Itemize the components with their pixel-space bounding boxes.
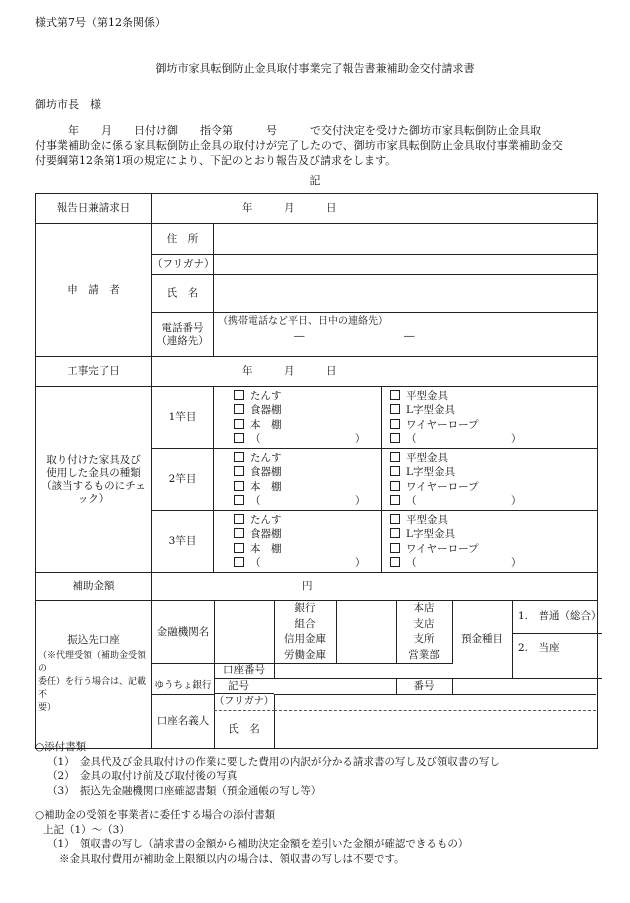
checkbox[interactable] (234, 495, 244, 505)
completion-date-value: 年 月 日 (242, 365, 337, 377)
phone-separator-2: ― (404, 330, 415, 342)
deposit-type-toza[interactable]: 2. 当座 (512, 634, 602, 679)
item-3-option-flat[interactable] (382, 513, 597, 528)
option-label: 食器棚 (250, 466, 282, 478)
account-number-field[interactable] (274, 663, 452, 679)
bank-label-line2: （※代理受領（補助金受領の (38, 651, 147, 674)
furniture-label (36, 387, 152, 573)
item-3-option-wire[interactable] (382, 542, 597, 557)
kigo-label: 記号 (214, 678, 274, 694)
option-label: 本 棚 (250, 480, 282, 493)
item-3-option-other[interactable] (214, 556, 381, 571)
item-1-option-flat[interactable] (382, 389, 597, 404)
item-3-hardware-options (382, 511, 598, 573)
type-rokin: 労働金庫 (284, 648, 326, 661)
checkbox[interactable] (390, 466, 400, 476)
report-date-value: 年 月 日 (242, 202, 337, 214)
kigo-field[interactable] (274, 678, 397, 695)
application-form-table (35, 193, 602, 749)
option-label: 平型金具 (406, 389, 448, 402)
institution-types (274, 601, 337, 664)
item-2-option-flat[interactable] (382, 451, 597, 466)
phone-label (152, 313, 214, 357)
option-label: ワイヤーロープ (406, 480, 479, 493)
phone-separator-1: ― (294, 330, 305, 342)
form-number: 様式第7号（第12条関係） (35, 16, 166, 29)
attachment-item-3: （3） 振込先金融機関口座確認書類（預金通帳の写し等） (47, 784, 322, 797)
item-3-option-lshape[interactable] (382, 527, 597, 542)
bank-label-line3: 委任）を行う場合は、記載不 (38, 677, 147, 700)
option-label: たんす (250, 389, 282, 402)
bank-label-line1: 振込先口座 (67, 634, 120, 646)
furigana-label: （フリガナ） (152, 255, 214, 275)
report-date-field[interactable] (152, 194, 598, 224)
checkbox[interactable] (390, 452, 400, 462)
option-label: たんす (250, 451, 282, 464)
phone-note: （携帯電話など平日、日中の連絡先） (218, 316, 388, 327)
option-label: 平型金具 (406, 513, 448, 526)
furniture-label-line1: 取り付けた家具及び (46, 453, 141, 466)
delegation-heading: ○補助金の受領を事業者に委任する場合の添付書類 (35, 809, 276, 821)
item-1-furniture-options (214, 387, 382, 449)
bango-label: 番号 (396, 678, 453, 695)
holder-furigana-label: （フリガナ） (214, 694, 275, 711)
intro-line-3: 付要綱第12条第1項の規定により、下記のとおり報告及び請求をします。 (35, 154, 397, 167)
checkbox[interactable] (390, 481, 400, 491)
item-2-option-shokkidana[interactable] (214, 465, 381, 480)
ki-mark: 記 (309, 174, 321, 187)
type-shisho: 支所 (413, 633, 435, 645)
item-2-option-wire[interactable] (382, 480, 597, 495)
type-eigyobu: 営業部 (408, 648, 440, 661)
bank-label-line4: 要） (38, 703, 57, 713)
intro-text (35, 123, 600, 168)
furniture-label-line2: 使用した金具の種類 (46, 466, 141, 479)
option-label: 食器棚 (250, 404, 282, 416)
furniture-label-line3: （該当するものにチェック） (41, 479, 146, 505)
item-2-furniture-options (214, 449, 382, 511)
option-label: （ ） (406, 557, 522, 569)
option-label: たんす (250, 513, 282, 526)
phone-field[interactable] (214, 313, 598, 357)
item-3-option-shokkidana[interactable] (214, 527, 381, 542)
item-1-option-wire[interactable] (382, 418, 597, 433)
furigana-field[interactable] (214, 255, 598, 275)
attachments-heading: ○添付書類 (35, 741, 87, 753)
institution-label: 金融機関名 (152, 601, 215, 664)
checkbox[interactable] (234, 514, 244, 524)
deposit-type-label: 預金種目 (452, 601, 513, 679)
type-kumiai: 組合 (294, 617, 316, 630)
yen-unit: 円 (302, 580, 313, 592)
checkbox[interactable] (234, 528, 244, 538)
document-title: 御坊市家具転倒防止金具取付事業完了報告書兼補助金交付請求書 (155, 62, 475, 75)
attachments-section (35, 740, 600, 798)
item-2-option-hondana[interactable] (214, 480, 381, 495)
addressee: 御坊市長 様 (35, 98, 101, 111)
checkbox[interactable] (234, 433, 244, 443)
item-3-option-tansu[interactable] (214, 513, 381, 528)
item-1-option-hondana[interactable] (214, 418, 381, 433)
applicant-label: 申 請 者 (36, 224, 152, 357)
type-shinkin: 信用金庫 (284, 633, 326, 645)
deposit-type-futsu[interactable]: 1. 普通（総合） (512, 601, 602, 634)
item-3-option-hondana[interactable] (214, 542, 381, 557)
checkbox[interactable] (390, 514, 400, 524)
item-2-label: 2竿目 (152, 449, 214, 511)
item-1-option-other[interactable] (214, 432, 381, 447)
checkbox[interactable] (234, 557, 244, 567)
item-3-label: 3竿目 (152, 511, 214, 573)
delegation-section (35, 808, 600, 866)
option-label: （ ） (250, 557, 366, 569)
name-field[interactable] (214, 275, 598, 313)
holder-label: 口座名義人 (152, 694, 215, 748)
type-honten: 本店 (413, 602, 435, 614)
checkbox[interactable] (390, 390, 400, 400)
checkbox[interactable] (234, 390, 244, 400)
name-label: 氏 名 (152, 275, 214, 313)
spacer (152, 663, 215, 678)
item-1-option-tansu[interactable] (214, 389, 381, 404)
checkbox[interactable] (390, 404, 400, 414)
holder-furigana-field[interactable] (274, 694, 596, 711)
item-2-option-lshape[interactable] (382, 465, 597, 480)
intro-line-1: 年 月 日付け御 指令第 号 で交付決定を受けた御坊市家具転倒防止金具取 (35, 124, 541, 137)
option-label: 本 棚 (250, 542, 282, 555)
bango-field[interactable] (452, 678, 596, 695)
subsidy-amount-field[interactable] (152, 573, 598, 601)
checkbox[interactable] (390, 557, 400, 567)
checkbox[interactable] (234, 452, 244, 462)
delegation-line-3: ※金具取付費用が補助金上限額以内の場合は、領収書の写しは不要です。 (59, 852, 405, 865)
phone-label-line2: （連絡先） (156, 334, 209, 347)
attachment-item-1: （1） 金具代及び金具取付けの作業に要した費用の内訳が分かる請求書の写し及び領収書の写し (47, 755, 500, 768)
checkbox[interactable] (390, 543, 400, 553)
completion-date-label: 工事完了日 (36, 357, 152, 387)
report-date-label: 報告日兼請求日 (36, 194, 152, 224)
checkbox[interactable] (390, 433, 400, 443)
item-1-option-other-hw[interactable] (382, 432, 597, 447)
item-2-option-other[interactable] (214, 494, 381, 509)
address-field[interactable] (214, 224, 598, 255)
yucho-label: ゆうちょ銀行 (152, 678, 215, 695)
option-label: ワイヤーロープ (406, 418, 479, 431)
checkbox[interactable] (234, 481, 244, 491)
option-label: 食器棚 (250, 528, 282, 540)
item-1-label: 1竿目 (152, 387, 214, 449)
delegation-line-1: 上記（1）～（3） (43, 823, 130, 836)
phone-label-line1: 電話番号 (161, 321, 204, 334)
option-label: （ ） (250, 495, 366, 507)
item-3-option-other-hw[interactable] (382, 556, 597, 571)
subsidy-amount-label: 補助金額 (36, 573, 152, 601)
branch-types (396, 601, 453, 664)
option-label: L字型金具 (406, 528, 455, 540)
option-label: （ ） (406, 495, 522, 507)
option-label: （ ） (250, 433, 366, 445)
checkbox[interactable] (234, 404, 244, 414)
institution-name-field[interactable] (214, 601, 275, 664)
option-label: （ ） (406, 433, 522, 445)
completion-date-field[interactable] (152, 357, 598, 387)
option-label: L字型金具 (406, 466, 455, 478)
item-2-option-other-hw[interactable] (382, 494, 597, 509)
checkbox[interactable] (390, 419, 400, 429)
delegation-line-2: （1） 領収書の写し（請求書の金額から補助決定金額を差引いた金額が確認できるもの） (47, 838, 469, 850)
bank-account-label (36, 601, 152, 749)
option-label: L字型金具 (406, 404, 455, 416)
item-2-hardware-options (382, 449, 598, 511)
type-shiten: 支店 (413, 617, 435, 630)
item-2-option-tansu[interactable] (214, 451, 381, 466)
item-1-option-shokkidana[interactable] (214, 403, 381, 418)
checkbox[interactable] (234, 466, 244, 476)
item-1-option-lshape[interactable] (382, 403, 597, 418)
attachment-item-2: （2） 金具の取付け前及び取付後の写真 (47, 770, 238, 782)
option-label: ワイヤーロープ (406, 542, 479, 555)
item-1-hardware-options (382, 387, 598, 449)
branch-name-field[interactable] (336, 601, 397, 664)
checkbox[interactable] (234, 543, 244, 553)
option-label: 平型金具 (406, 451, 448, 464)
checkbox[interactable] (390, 495, 400, 505)
option-label: 本 棚 (250, 418, 282, 431)
account-number-label: 口座番号 (214, 663, 275, 679)
item-3-furniture-options (214, 511, 382, 573)
checkbox[interactable] (390, 528, 400, 538)
holder-name-label: 氏 名 (214, 711, 275, 748)
intro-line-2: 付事業補助金に係る家具転倒防止金具の取付けが完了したので、御坊市家具転倒防止金具取付事業補助金交 (35, 139, 563, 152)
checkbox[interactable] (234, 419, 244, 429)
type-bank: 銀行 (294, 602, 316, 614)
bank-details (152, 601, 602, 749)
address-label: 住 所 (152, 224, 214, 255)
